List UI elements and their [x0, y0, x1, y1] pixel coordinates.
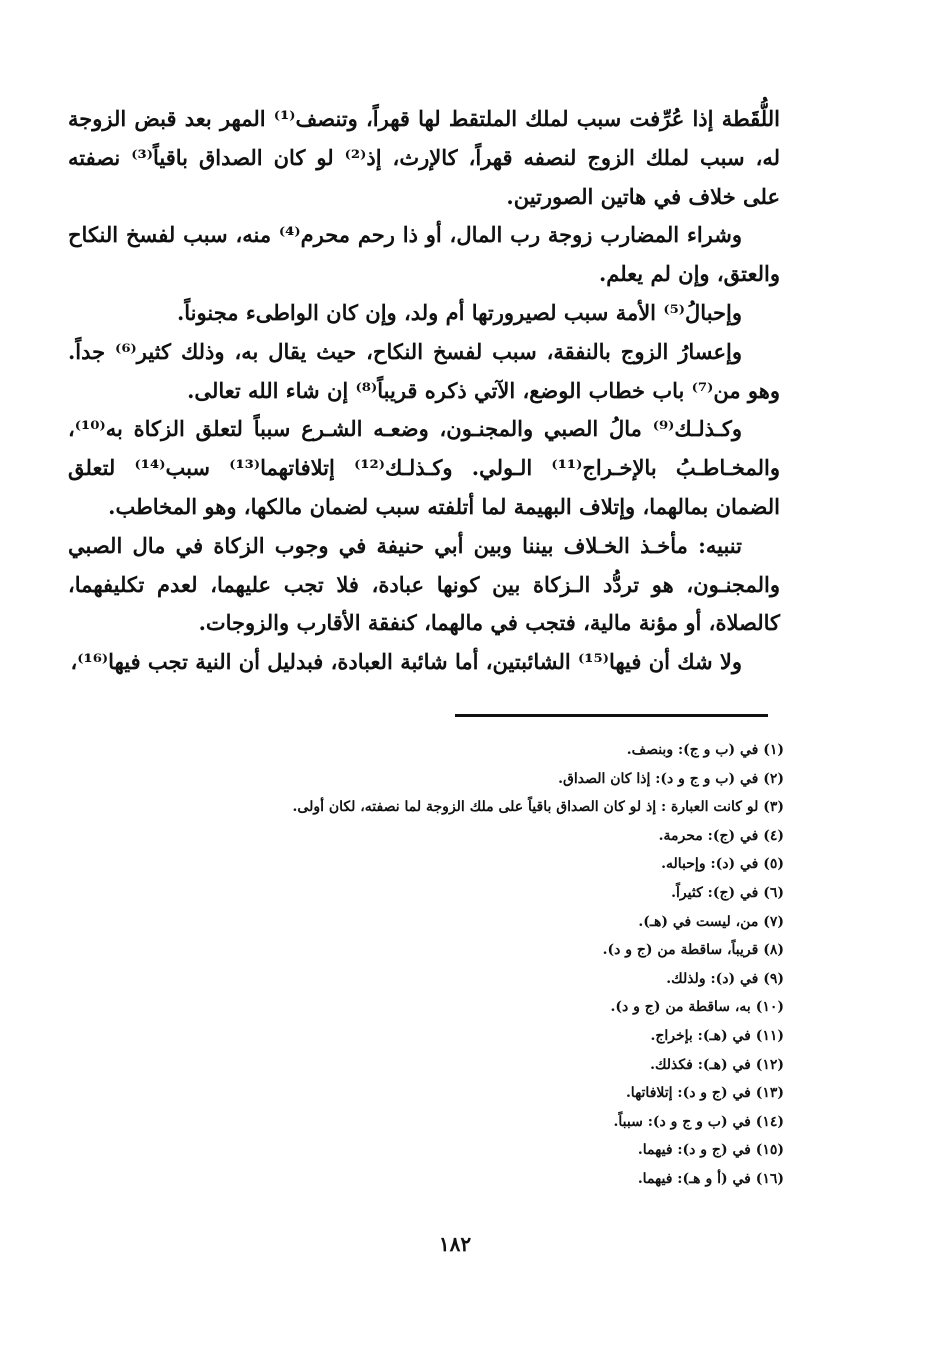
page-number: ١٨٢ — [438, 1232, 472, 1256]
paragraph-mal-al-sabi: وكـذلـك⁽⁹⁾ مالُ الصبي والمجنـون، وضعـه الشـرع سبباً لتعلق الزكاة به⁽¹⁰⁾، والمخـاطـبُ بالإخـراج⁽¹¹⁾ الـولي. وكـذلـك⁽¹²⁾ إتلافاتهما⁽¹³⁾ سبب⁽¹⁴⁾ لتعلق الضمان بمالهما، وإتلاف البهيمة لما أتلفته سبب لضمان مالكها، وهو المخاطب. — [68, 416, 780, 519]
footnote-item: (١١) في (هـ): بإخراج. — [650, 1027, 784, 1044]
paragraph-tanbih: تنبيه: مأخـذ الخـلاف بيننا وبين أبي حنيفة في وجوب الزكاة في مال الصبي والمجنـون، هو تردُّد الـزكاة بين كونها عبادة، فلا تجب عليهما، لعدم تكليفهما، كالصلاة، أو مؤنة مالية، فتجب في مالهما، كنفقة الأقارب والزوجات. — [68, 532, 780, 636]
footnote-item: (٤) في (ج): محرمة. — [658, 827, 784, 844]
footnote-item: (٩) في (د): ولذلك. — [666, 970, 784, 987]
footnote-item: (١٦) في (أ و هـ): فيهما. — [637, 1170, 784, 1187]
footnote-item: (٢) في (ب و ج و د): إذا كان الصداق. — [558, 770, 784, 787]
footnote-item: (٧) من، ليست في (هـ). — [638, 913, 784, 930]
footnote-item: (١٢) في (هـ): فكذلك. — [650, 1056, 784, 1073]
paragraph-ihbal: وإحبالُ⁽⁵⁾ الأمة سبب لصيرورتها أم ولد، وإن كان الواطىء مجنوناً. — [176, 299, 742, 325]
footnote-item: (٥) في (د): وإحباله. — [661, 856, 784, 873]
paragraph-shaibatain: ولا شك أن فيها⁽¹⁵⁾ الشائبتين، أما شائبة العبادة، فبدليل أن النية تجب فيها⁽¹⁶⁾، — [70, 649, 742, 675]
paragraph-mudarib: وشراء المضارب زوجة رب المال، أو ذا رحم محرم⁽⁴⁾ منه، سبب لفسخ النكاح والعتق، وإن لم يعلم. — [68, 222, 780, 287]
footnote-item: (١٥) في (ج و د): فيهما. — [637, 1142, 784, 1159]
footnote-item: (٦) في (ج): كثيراً. — [671, 884, 784, 901]
footnotes-list — [120, 736, 784, 1194]
paragraph-isar: وإعسارُ الزوج بالنفقة، سبب لفسخ النكاح، حيث يقال به، وذلك كثير⁽⁶⁾ جداً. وهو من⁽⁷⁾ باب خطاب الوضع، الآتي ذكره قريباً⁽⁸⁾ إن شاء الله تعالى. — [68, 338, 780, 403]
footnote-item: (٣) لو كانت العبارة : إذ لو كان الصداق باقياً على ملك الزوجة لما نصفته، لكان أولى. — [292, 799, 784, 816]
footnote-item: (١٤) في (ب و ج و د): سبباً. — [613, 1113, 784, 1130]
footnote-item: (١) في (ب و ج): وبنصف. — [626, 742, 784, 758]
footnote-separator — [455, 714, 768, 717]
footnote-item: (١٣) في (ج و د): إتلافاتها. — [625, 1085, 784, 1102]
paragraph-luqata: اللُّقَطة إذا عُرِّفت سبب لملك الملتقط لها قهراً، وتنصف⁽¹⁾ المهر بعد قبض الزوجة له، سبب لملك الزوج لنصفه قهراً، كالإرث، إذ⁽²⁾ لو كان الصداق باقياً⁽³⁾ نصفته على خلاف في هاتين الصورتين. — [68, 106, 781, 209]
main-text-body — [68, 100, 780, 682]
footnote-item: (١٠) به، ساقطة من (ج و د). — [610, 999, 784, 1016]
footnote-item: (٨) قريباً، ساقطة من (ج و د). — [602, 942, 784, 959]
